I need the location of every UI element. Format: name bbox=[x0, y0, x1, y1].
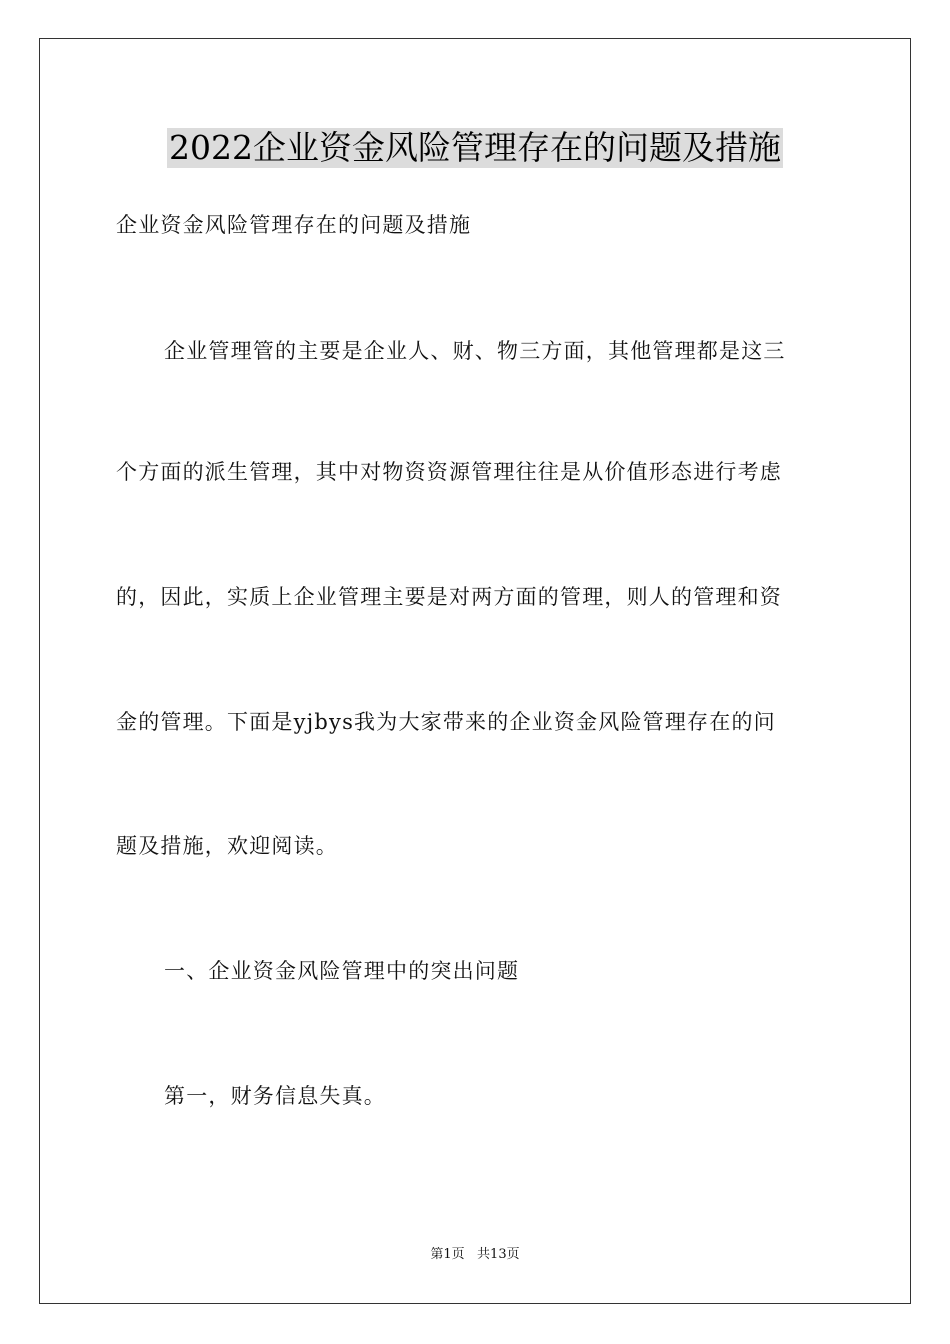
title-container bbox=[0, 128, 950, 168]
body-line: 第一，财务信息失真。 bbox=[164, 1084, 386, 1108]
subtitle-line: 企业资金风险管理存在的问题及措施 bbox=[116, 213, 472, 237]
body-line: 金的管理。下面是yjbys我为大家带来的企业资金风险管理存在的问 bbox=[116, 710, 776, 734]
body-line: 题及措施，欢迎阅读。 bbox=[116, 834, 338, 858]
body-line: 个方面的派生管理，其中对物资资源管理往往是从价值形态进行考虑 bbox=[116, 460, 782, 484]
body-line: 企业管理管的主要是企业人、财、物三方面，其他管理都是这三 bbox=[164, 339, 786, 363]
document-title: 2022企业资金风险管理存在的问题及措施 bbox=[169, 128, 781, 167]
body-line: 的，因此，实质上企业管理主要是对两方面的管理，则人的管理和资 bbox=[116, 585, 782, 609]
page-footer: 第1页 共13页 bbox=[430, 1247, 520, 1262]
section-heading: 一、企业资金风险管理中的突出问题 bbox=[164, 959, 520, 983]
